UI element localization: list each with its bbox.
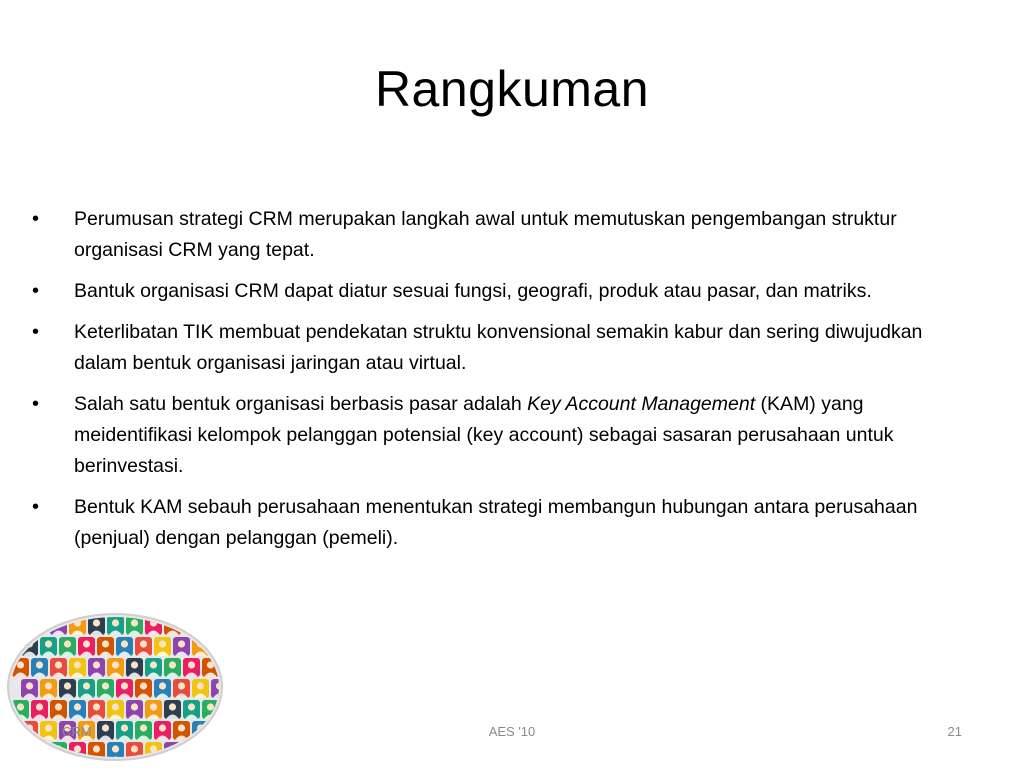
avatar-icon	[31, 700, 48, 719]
avatar-icon	[40, 637, 57, 656]
avatar-icon	[126, 700, 143, 719]
slide-number: 21	[947, 724, 962, 739]
avatar-icon	[135, 679, 152, 698]
bullet-item	[32, 276, 972, 307]
avatar-icon	[154, 679, 171, 698]
avatar-icon	[145, 700, 162, 719]
bullet-list	[32, 204, 972, 564]
avatar-icon	[21, 679, 38, 698]
avatar-icon	[88, 658, 105, 677]
avatar-icon	[31, 742, 48, 761]
avatar-icon	[183, 658, 200, 677]
bullet-text: Salah satu bentuk organisasi berbasis pasar adalah	[74, 393, 528, 415]
avatar-icon	[183, 742, 200, 761]
avatar-icon	[12, 742, 29, 761]
bullet-item	[32, 389, 972, 482]
bullet-dot-icon: •	[32, 208, 40, 230]
avatar-icon	[107, 700, 124, 719]
footer-left: CRM	[62, 724, 92, 739]
avatar-icon	[211, 637, 224, 656]
bullet-emphasis: Key Account Management	[527, 393, 756, 415]
footer-center: AES '10	[488, 724, 536, 739]
avatar-icon	[135, 637, 152, 656]
avatar-icon	[78, 637, 95, 656]
avatar-icon	[69, 658, 86, 677]
avatar-icon	[126, 658, 143, 677]
avatar-icon	[97, 679, 114, 698]
avatar-icon	[107, 658, 124, 677]
bullet-text: Keterlibatan TIK membuat pendekatan struktu konvensional semakin kabur dan sering diwujudkan dalam bentuk organisasi jaringan atau virtual.	[74, 321, 923, 374]
avatar-icon	[192, 679, 209, 698]
people-network-icon	[6, 612, 224, 762]
avatar-icon	[50, 700, 67, 719]
bullet-text: Bantuk organisasi CRM dapat diatur sesuai fungsi, geografi, produk atau pasar, dan matriks.	[74, 280, 872, 302]
avatar-icon	[40, 679, 57, 698]
bullet-dot-icon: •	[32, 393, 40, 415]
avatar-icon	[59, 679, 76, 698]
avatar-icon	[173, 637, 190, 656]
avatar-icon	[154, 637, 171, 656]
bullet-text: Perumusan strategi CRM merupakan langkah awal untuk memutuskan pengembangan struktur organisasi CRM yang tepat.	[74, 208, 897, 261]
avatar-icon	[12, 616, 29, 635]
avatar-icon	[59, 637, 76, 656]
avatar-icon	[202, 616, 219, 635]
avatar-icon	[107, 616, 124, 635]
avatar-icon	[116, 637, 133, 656]
avatar-icon	[164, 700, 181, 719]
avatar-icon	[88, 700, 105, 719]
avatar-icon	[183, 700, 200, 719]
avatar-icon	[116, 679, 133, 698]
avatar-icon	[97, 637, 114, 656]
avatar-icon	[31, 658, 48, 677]
bullet-text-continued: (KAM) yang meidentifikasi kelompok pelanggan potensial (key account) sebagai sasaran perusahaan untuk berinvestasi.	[74, 393, 894, 477]
avatar-icon	[173, 679, 190, 698]
avatar-icon	[145, 658, 162, 677]
avatar-icon	[202, 742, 219, 761]
bullet-item	[32, 204, 972, 266]
bullet-dot-icon: •	[32, 280, 40, 302]
bullet-item	[32, 492, 972, 554]
bullet-text: Bentuk KAM sebauh perusahaan menentukan strategi membangun hubungan antara perusahaan (penjual) dengan pelanggan (pemeli).	[74, 496, 918, 549]
avatar-icon	[69, 700, 86, 719]
bullet-dot-icon: •	[32, 321, 40, 343]
avatar-icon	[78, 679, 95, 698]
slide-title: Rangkuman	[374, 61, 650, 117]
avatar-icon	[50, 658, 67, 677]
bullet-item	[32, 317, 972, 379]
bullet-dot-icon: •	[32, 496, 40, 518]
avatar-icon	[164, 658, 181, 677]
